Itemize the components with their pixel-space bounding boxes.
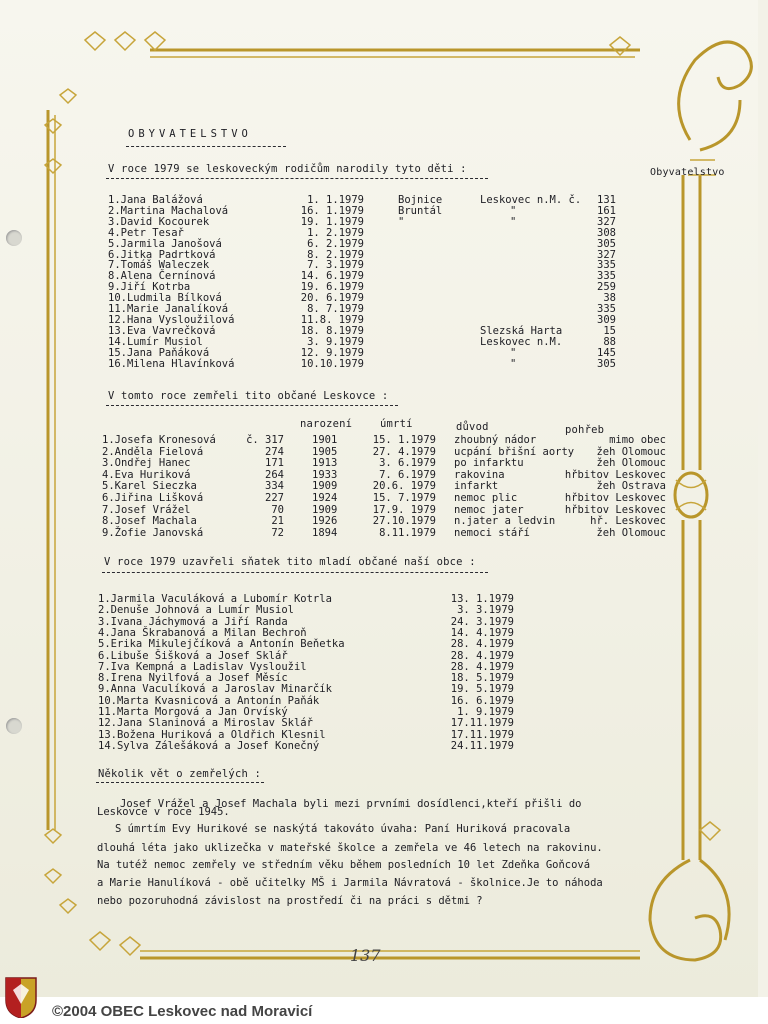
birth-name: 4.Petr Tesař <box>108 226 184 239</box>
marriage-row <box>0 593 768 605</box>
death-died: 27. 4.1979 <box>372 445 436 458</box>
marriage-date: 28. 4.1979 <box>450 649 514 662</box>
death-name: 3.Ondřej Hanec <box>102 457 191 470</box>
birth-name: 7.Tomáš Waleczek <box>108 259 210 272</box>
birth-address: Leskovec n.M. <box>480 335 563 348</box>
birth-date: 19. 1.1979 <box>300 215 364 228</box>
marriage-date: 24.11.1979 <box>450 739 514 752</box>
birth-house-number: 88 <box>603 335 616 348</box>
death-house-number: 334 <box>265 480 284 493</box>
birth-house-number: 15 <box>603 324 616 337</box>
birth-place: Bojnice <box>398 194 443 206</box>
death-name: 2.Anděla Fielová <box>102 445 204 458</box>
birth-date: 8. 7.1979 <box>307 303 364 315</box>
marriage-names: 5.Erika Mikulejčíková a Antonín Beňetka <box>98 638 345 651</box>
death-house-number: 171 <box>265 457 284 470</box>
birth-house-number: 305 <box>597 237 616 250</box>
birth-date: 6. 2.1979 <box>307 237 364 250</box>
death-died: 15. 1.1979 <box>372 434 436 446</box>
birth-date: 8. 2.1979 <box>307 248 364 261</box>
marriage-row <box>0 740 768 752</box>
death-row <box>0 480 768 492</box>
side-label: Obyvatelstvo <box>650 167 725 178</box>
death-cause: n.jater a ledvin <box>454 515 556 528</box>
note-line-5: Na tutéž nemoc zemřely ve středním věku během posledních 10 let Zdeňka Goňcová <box>97 859 591 871</box>
marriage-row <box>0 638 768 650</box>
death-row <box>0 457 768 469</box>
marriage-date: 24. 3.1979 <box>450 615 514 628</box>
marriage-date: 16. 6.1979 <box>450 694 514 707</box>
birth-house-number: 327 <box>597 215 616 228</box>
death-born: 1926 <box>312 515 338 528</box>
marriage-names: 9.Anna Vaculíková a Jaroslav Minarčík <box>98 683 332 696</box>
deaths-heading: V tomto roce zemřeli tito občané Leskovce : <box>108 390 389 402</box>
note-line-7: nebo pozoruhodná závislost na prostředí či na práci s dětmi ? <box>97 895 483 907</box>
page-number: 137 <box>350 946 381 965</box>
birth-address: Leskovec n.M. č. <box>480 194 582 206</box>
death-row <box>0 504 768 516</box>
col-cause: důvod <box>456 421 489 433</box>
birth-place: " <box>398 215 405 228</box>
marriage-names: 2.Denuše Johnová a Lumír Musiol <box>98 604 294 617</box>
death-name: 7.Josef Vrážel <box>102 503 191 516</box>
marriage-date: 14. 4.1979 <box>450 626 514 639</box>
birth-row <box>0 358 768 370</box>
birth-name: 11.Marie Janalíková <box>108 303 229 315</box>
birth-house-number: 259 <box>597 281 616 294</box>
death-died: 17.9. 1979 <box>372 503 436 516</box>
death-died: 7. 6.1979 <box>379 468 436 481</box>
death-cause: rakovina <box>454 468 505 481</box>
death-cause: infarkt <box>454 480 499 493</box>
death-died: 8.11.1979 <box>379 526 436 539</box>
marriage-date: 13. 1.1979 <box>450 593 514 605</box>
death-house-number: č. 317 <box>246 434 284 446</box>
footer-copyright: ©2004 OBEC Leskovec nad Moravicí <box>52 1003 313 1020</box>
marriage-names: 10.Marta Kvasnicová a Antonín Paňák <box>98 694 320 707</box>
birth-date: 18. 8.1979 <box>300 324 364 337</box>
note-line-3: S úmrtím Evy Hurikové se naskýtá takováto úvaha: Paní Huriková pracovala <box>115 823 571 835</box>
death-cause: ucpání břišní aorty <box>454 445 575 458</box>
death-burial: žeh Olomouc <box>596 526 666 539</box>
birth-date: 16. 1.1979 <box>300 204 364 217</box>
marriage-row <box>0 717 768 729</box>
births-heading: V roce 1979 se leskoveckým rodičům narodily tyto děti : <box>108 163 467 175</box>
note-line-1: Josef Vrážel a Josef Machala byli mezi prvními dosídlenci,kteří přišli do <box>120 798 582 810</box>
birth-house-number: 308 <box>597 226 616 239</box>
death-cause: nemoc jater <box>454 503 524 516</box>
birth-place: Bruntál <box>398 204 443 217</box>
death-burial: hř. Leskovec <box>590 515 666 528</box>
death-born: 1901 <box>312 434 338 446</box>
birth-name: 15.Jana Paňáková <box>108 346 210 359</box>
death-burial: mimo obec <box>609 434 666 446</box>
marriage-date: 28. 4.1979 <box>450 660 514 673</box>
death-row <box>0 469 768 481</box>
birth-date: 1. 2.1979 <box>307 226 364 239</box>
death-died: 27.10.1979 <box>372 515 436 528</box>
death-row <box>0 434 768 446</box>
death-born: 1909 <box>312 503 338 516</box>
birth-house-number: 309 <box>597 313 616 326</box>
note-line-4: dlouhá léta jako uklizečka v mateřské školce a zemřela ve 46 letech na rakovinu. <box>97 842 603 854</box>
birth-date: 1. 1.1979 <box>307 194 364 206</box>
marriage-date: 28. 4.1979 <box>450 638 514 651</box>
death-born: 1924 <box>312 492 338 504</box>
marriage-row <box>0 695 768 707</box>
marriage-date: 18. 5.1979 <box>450 672 514 685</box>
marriage-date: 19. 5.1979 <box>450 683 514 696</box>
marriage-date: 17.11.1979 <box>450 717 514 730</box>
marriage-row <box>0 706 768 718</box>
marriage-row <box>0 616 768 628</box>
birth-house-number: 145 <box>597 346 616 359</box>
death-burial: žeh Ostrava <box>596 480 666 493</box>
notes-heading: Několik vět o zemřelých : <box>98 768 262 780</box>
death-burial: hřbitov Leskovec <box>564 503 666 516</box>
note-line-2: Leskovce v roce 1945. <box>97 806 230 818</box>
birth-name: 1.Jana Balážová <box>108 194 203 206</box>
death-cause: po infarktu <box>454 457 524 470</box>
birth-date: 7. 3.1979 <box>307 259 364 272</box>
marriage-row <box>0 627 768 639</box>
marriage-names: 8.Irena Nyilfová a Josef Měsíc <box>98 672 288 685</box>
death-house-number: 70 <box>271 503 284 516</box>
birth-date: 20. 6.1979 <box>300 292 364 305</box>
birth-name: 13.Eva Vavrečková <box>108 324 216 337</box>
deaths-heading-underline <box>106 405 398 406</box>
marriage-names: 4.Jana Škrabanová a Milan Bechroň <box>98 626 307 639</box>
marriage-names: 12.Jana Slaninová a Miroslav Sklář <box>98 717 313 730</box>
death-died: 15. 7.1979 <box>372 492 436 504</box>
death-row <box>0 446 768 458</box>
death-name: 5.Karel Sieczka <box>102 480 197 493</box>
birth-house-number: 335 <box>597 303 616 315</box>
death-house-number: 264 <box>265 468 284 481</box>
marriage-date: 3. 3.1979 <box>457 604 514 617</box>
death-burial: hřbitov Leskovec <box>564 468 666 481</box>
marriage-names: 13.Božena Huriková a Oldřich Klesnil <box>98 728 326 741</box>
death-name: 9.Žofie Janovská <box>102 526 204 539</box>
birth-name: 12.Hana Vysloužilová <box>108 313 235 326</box>
death-row <box>0 527 768 539</box>
death-born: 1894 <box>312 526 338 539</box>
marriage-row <box>0 672 768 684</box>
title-underline <box>126 146 286 147</box>
death-row <box>0 492 768 504</box>
death-burial: žeh Olomouc <box>596 445 666 458</box>
death-name: 6.Jiřina Lišková <box>102 492 204 504</box>
birth-name: 8.Alena Černínová <box>108 270 216 283</box>
birth-house-number: 131 <box>597 194 616 206</box>
birth-name: 9.Jiří Kotrba <box>108 281 191 294</box>
birth-name: 2.Martina Machalová <box>108 204 229 217</box>
marriage-row <box>0 650 768 662</box>
birth-date: 19. 6.1979 <box>300 281 364 294</box>
marriage-date: 17.11.1979 <box>450 728 514 741</box>
birth-date: 11.8. 1979 <box>300 313 364 326</box>
death-cause: zhoubný nádor <box>454 434 537 446</box>
death-cause: nemoc plic <box>454 492 518 504</box>
birth-date: 12. 9.1979 <box>300 346 364 359</box>
birth-address: " <box>510 346 517 359</box>
marriage-names: 14.Sylva Zálešáková a Josef Konečný <box>98 739 320 752</box>
death-cause: nemoci stáří <box>454 526 530 539</box>
death-house-number: 21 <box>271 515 284 528</box>
marriage-names: 1.Jarmila Vaculáková a Lubomír Kotrla <box>98 593 332 605</box>
death-died: 3. 6.1979 <box>379 457 436 470</box>
municipality-logo <box>4 976 38 1018</box>
death-born: 1913 <box>312 457 338 470</box>
marriage-row <box>0 729 768 741</box>
death-burial: hřbitov Leskovec <box>564 492 666 504</box>
birth-house-number: 335 <box>597 259 616 272</box>
birth-name: 6.Jitka Padrtková <box>108 248 216 261</box>
birth-house-number: 161 <box>597 204 616 217</box>
marriage-row <box>0 683 768 695</box>
birth-name: 10.Ludmila Bílková <box>108 292 222 305</box>
marriage-row <box>0 661 768 673</box>
death-house-number: 72 <box>271 526 284 539</box>
marriage-date: 1. 9.1979 <box>457 706 514 718</box>
note-line-6: a Marie Hanulíková - obě učitelky MŠ i Jarmila Návratová - školnice.Je to náhoda <box>97 877 603 889</box>
marriages-heading: V roce 1979 uzavřeli sňatek tito mladí občané naší obce : <box>104 556 476 568</box>
marriage-names: 6.Libuše Šišková a Josef Sklář <box>98 649 288 662</box>
col-burial: pohřeb <box>565 424 605 436</box>
marriage-names: 7.Iva Kempná a Ladislav Vysloužil <box>98 660 307 673</box>
death-born: 1905 <box>312 445 338 458</box>
birth-date: 14. 6.1979 <box>300 270 364 283</box>
marriage-names: 11.Marta Morgová a Jan Orvíský <box>98 706 288 718</box>
marriage-names: 3.Ivana Jáchymová a Jiří Randa <box>98 615 288 628</box>
birth-date: 10.10.1979 <box>300 357 364 370</box>
death-house-number: 274 <box>265 445 284 458</box>
marriage-row <box>0 604 768 616</box>
birth-address: " <box>510 215 517 228</box>
death-house-number: 227 <box>265 492 284 504</box>
birth-address: Slezská Harta <box>480 324 563 337</box>
birth-house-number: 38 <box>603 292 616 305</box>
death-name: 4.Eva Huriková <box>102 468 191 481</box>
birth-name: 5.Jarmila Janošová <box>108 237 222 250</box>
death-died: 20.6. 1979 <box>372 480 436 493</box>
death-born: 1909 <box>312 480 338 493</box>
birth-name: 3.David Kocourek <box>108 215 210 228</box>
marriages-heading-underline <box>102 572 488 573</box>
death-born: 1933 <box>312 468 338 481</box>
notes-heading-underline <box>96 782 264 783</box>
birth-date: 3. 9.1979 <box>307 335 364 348</box>
birth-address: " <box>510 204 517 217</box>
birth-name: 14.Lumír Musiol <box>108 335 203 348</box>
births-heading-underline <box>106 178 488 179</box>
birth-name: 16.Milena Hlavínková <box>108 357 235 370</box>
birth-address: " <box>510 357 517 370</box>
death-burial: žeh Olomouc <box>596 457 666 470</box>
birth-house-number: 335 <box>597 270 616 283</box>
death-name: 8.Josef Machala <box>102 515 197 528</box>
death-name: 1.Josefa Kronesová <box>102 434 216 446</box>
birth-house-number: 327 <box>597 248 616 261</box>
col-died: úmrtí <box>380 418 413 430</box>
page-title: OBYVATELSTVO <box>128 128 252 140</box>
birth-house-number: 305 <box>597 357 616 370</box>
death-row <box>0 515 768 527</box>
col-born: narození <box>300 418 353 430</box>
